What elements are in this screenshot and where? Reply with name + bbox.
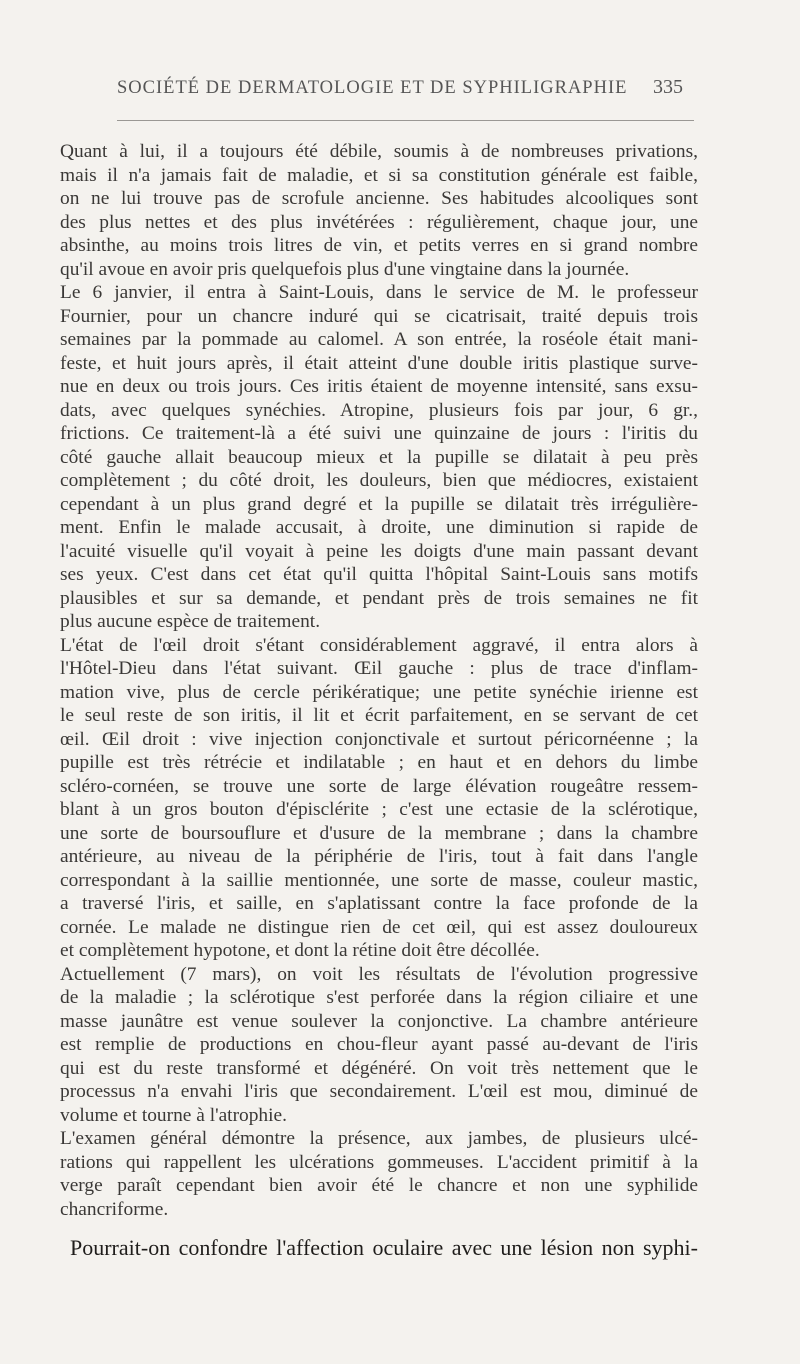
text-line: plus aucune espèce de traitement.	[60, 611, 321, 632]
text-line: antérieure, au niveau de la périphérie de l'iris, tout à fait dans l'angle	[60, 846, 698, 867]
paragraph-first-line: Le 6 janvier, il entra à Saint-Louis, dans le service de M. le professeur	[60, 282, 698, 303]
page-header	[0, 76, 800, 106]
text-line: et complètement hypotone, et dont la rétine doit être décollée.	[60, 940, 540, 961]
text-line: absinthe, au moins trois litres de vin, et petits verres en si grand nombre	[60, 235, 698, 256]
text-line: processus n'a envahi l'iris que secondairement. L'œil est mou, diminué de	[60, 1081, 698, 1102]
text-line: cependant à un plus grand degré et la pupille se dilatait très irrégulière-	[60, 493, 698, 515]
page-number: 335	[653, 76, 683, 98]
text-line: nue en deux ou trois jours. Ces iritis étaient de moyenne intensité, sans exsu-	[60, 376, 698, 397]
text-line: une sorte de boursouflure et d'usure de la membrane ; dans la chambre	[60, 822, 698, 844]
text-line: on ne lui trouve pas de scrofule ancienne. Ses habitudes alcooliques sont	[60, 188, 698, 209]
closing-line: Pourrait-on confondre l'affection oculaire avec une lésion non syphi-	[70, 1235, 698, 1260]
text-line: l'Hôtel-Dieu dans l'état suivant. Œil gauche : plus de trace d'inflam-	[60, 658, 698, 679]
text-line: blant à un gros bouton d'épisclérite ; c'est une ectasie de la sclérotique,	[60, 799, 698, 820]
text-line: chancriforme.	[60, 1198, 169, 1220]
text-line: qui est du reste transformé et dégénéré. On voit très nettement que le	[60, 1057, 698, 1079]
text-line: ses yeux. C'est dans cet état qu'il quitta l'hôpital Saint-Louis sans motifs	[60, 564, 698, 585]
text-line: œil. Œil droit : vive injection conjonctivale et surtout péricornéenne ; la	[60, 728, 698, 750]
text-line: de la maladie ; la sclérotique s'est perforée dans la région ciliaire et une	[60, 987, 698, 1008]
paragraph-first-line: Quant à lui, il a toujours été débile, soumis à de nombreuses privations,	[60, 141, 698, 162]
text-line: correspondant à la saillie mentionnée, une sorte de masse, couleur mastic,	[60, 869, 698, 891]
text-line: masse jaunâtre est venue soulever la conjonctive. La chambre antérieure	[60, 1010, 698, 1032]
header-rule	[117, 120, 694, 121]
text-line: mation vive, plus de cercle périkératique; une petite synéchie irienne est	[60, 681, 698, 703]
text-line: qu'il avoue en avoir pris quelquefois plus d'une vingtaine dans la journée.	[60, 258, 630, 280]
text-line: côté gauche allait beaucoup mieux et la pupille se dilatait à peu près	[60, 446, 698, 468]
text-line: le seul reste de son iritis, il lit et écrit parfaitement, en se servant de cet	[60, 705, 698, 726]
text-line: mais il n'a jamais fait de maladie, et si sa constitution générale est faible,	[60, 164, 698, 186]
paragraph-first-line: L'examen général démontre la présence, aux jambes, de plusieurs ulcé-	[60, 1128, 698, 1149]
text-line: scléro-cornéen, se trouve une sorte de large élévation rougeâtre ressem-	[60, 775, 698, 797]
text-line: est remplie de productions en chou-fleur ayant passé au-devant de l'iris	[60, 1034, 698, 1055]
text-line: a traversé l'iris, et saille, en s'aplatissant contre la face profonde de la	[60, 893, 698, 914]
text-line: complètement ; du côté droit, les douleurs, bien que médiocres, existaient	[60, 470, 698, 491]
text-line: frictions. Ce traitement-là a été suivi une quinzaine de jours : l'iritis du	[60, 423, 698, 444]
text-line: ment. Enfin le malade accusait, à droite, une diminution si rapide de	[60, 517, 698, 538]
paragraph-first-line: L'état de l'œil droit s'étant considérablement aggravé, il entra alors à	[60, 634, 698, 656]
text-line: semaines par la pommade au calomel. A son entrée, la roséole était mani-	[60, 329, 698, 350]
text-line: Fournier, pour un chancre induré qui se cicatrisait, traité depuis trois	[60, 305, 698, 327]
text-line: des plus nettes et des plus invétérées : régulièrement, chaque jour, une	[60, 211, 698, 233]
text-line: plausibles et sur sa demande, et pendant près de trois semaines ne fit	[60, 587, 698, 609]
text-line: dats, avec quelques synéchies. Atropine, plusieurs fois par jour, 6 gr.,	[60, 399, 698, 421]
text-line: volume et tourne à l'atrophie.	[60, 1104, 287, 1126]
text-line: pupille est très rétrécie et indilatable ; en haut et en dehors du limbe	[60, 752, 698, 773]
text-line: l'acuité visuelle qu'il voyait à peine les doigts d'une main passant devant	[60, 540, 698, 562]
text-line: rations qui rappellent les ulcérations gommeuses. L'accident primitif à la	[60, 1151, 698, 1173]
running-head: SOCIÉTÉ DE DERMATOLOGIE ET DE SYPHILIGRAPHIE	[117, 78, 628, 98]
text-line: cornée. Le malade ne distingue rien de cet œil, qui est assez douloureux	[60, 916, 698, 938]
body-text	[60, 140, 698, 1221]
paragraph-first-line: Actuellement (7 mars), on voit les résultats de l'évolution progressive	[60, 963, 698, 985]
text-line: feste, et huit jours après, il était atteint d'une double iritis plastique surve-	[60, 352, 698, 374]
text-line: verge paraît cependant bien avoir été le chancre et non une syphilide	[60, 1175, 698, 1196]
